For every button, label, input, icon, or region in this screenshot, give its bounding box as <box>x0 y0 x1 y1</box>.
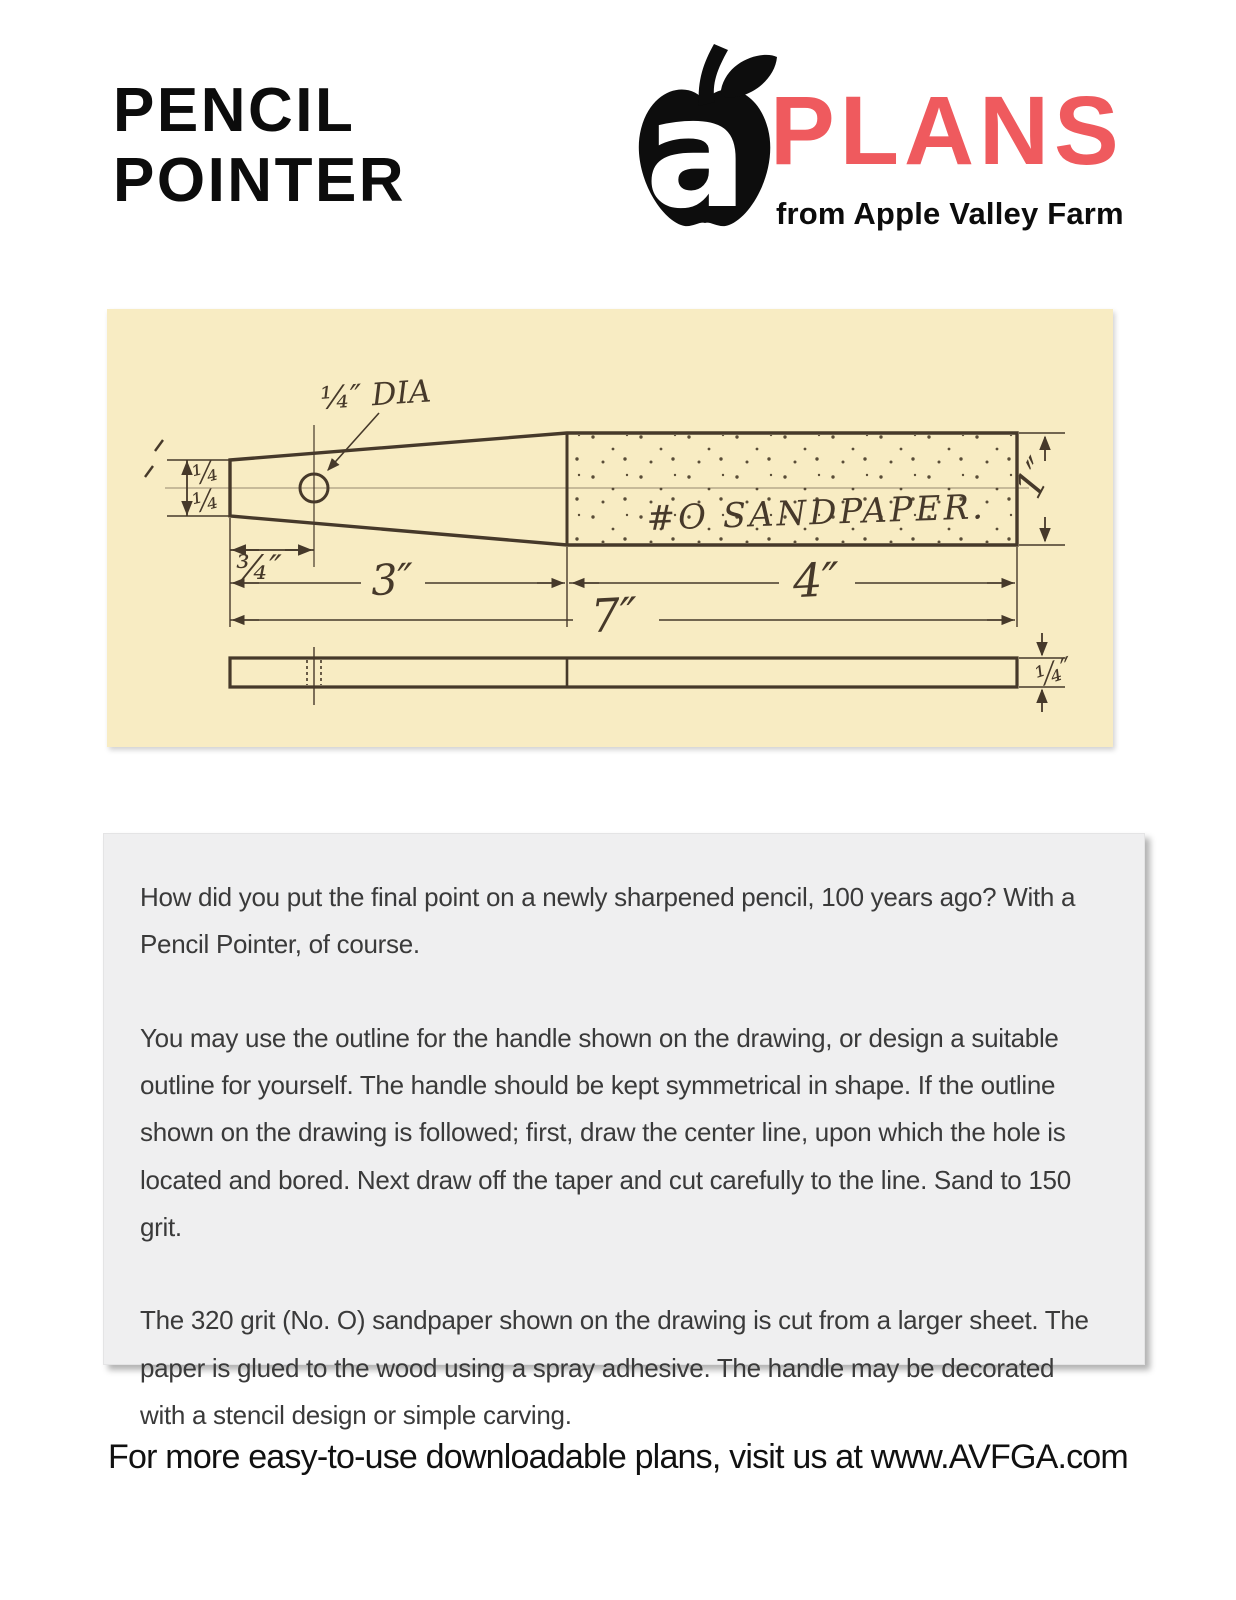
tick-mark <box>145 466 153 477</box>
dim-label-sandpaper-length: 4″ <box>791 551 841 609</box>
page-title-line2: POINTER <box>113 146 407 215</box>
dim-label-handle-length: 3″ <box>369 553 415 606</box>
dim-label-end-half-width-top: ¼ <box>189 455 223 492</box>
logo-plans-text: PLANS PLANS <box>770 82 1124 179</box>
description-paragraph-3: The 320 grit (No. O) sandpaper shown on the drawing is cut from a larger sheet. The paper is glued to the wood using a spray adhesive. The handle may be decorated with a stencil design or simple carving. <box>140 1305 1089 1430</box>
dim-label-end-half-width-bottom: ¼ <box>189 483 223 520</box>
logo-tagline: from Apple Valley Farm <box>776 196 1124 231</box>
dim-label-overall-length: 7″ <box>589 586 639 644</box>
dim-label-hole-diameter: ¼″ DIA <box>319 373 433 417</box>
sandpaper-note-label: #O SANDPAPER. <box>645 487 987 539</box>
apple-logo-icon <box>628 36 780 244</box>
dim-label-body-width: 1″ <box>1006 450 1063 506</box>
dim-label-stock-thickness: ¼″ <box>1031 650 1078 694</box>
hole-leader-line <box>328 413 379 470</box>
footer-text: For more easy-to-use downloadable plans, visit us at www.AVFGA.com <box>108 1438 1128 1476</box>
side-view-outline <box>230 658 1017 687</box>
drawing-panel <box>107 309 1113 747</box>
description-paragraph-2: You may use the outline for the handle shown on the drawing, or design a suitable outline for yourself. The handle should be kept symmetrical in shape. If the outline shown on the drawing is followed; first, draw the center line, upon which the hole is located and bored. Next draw off the taper and cut carefully to the line. Sand to 150 grit. <box>140 1022 1071 1242</box>
description-paragraph-1: How did you put the final point on a newly sharpened pencil, 100 years ago? With a Pencil Pointer, of course. <box>140 882 1076 960</box>
apple-letter: a <box>645 65 748 242</box>
dim-label-hole-offset: ¾″ <box>236 548 282 588</box>
technical-drawing <box>107 309 1113 747</box>
description-box <box>103 833 1145 1430</box>
brand-logo <box>628 36 1143 246</box>
page-title <box>113 76 406 216</box>
page-title-line1: PENCIL <box>113 76 356 145</box>
tick-mark <box>155 440 163 451</box>
